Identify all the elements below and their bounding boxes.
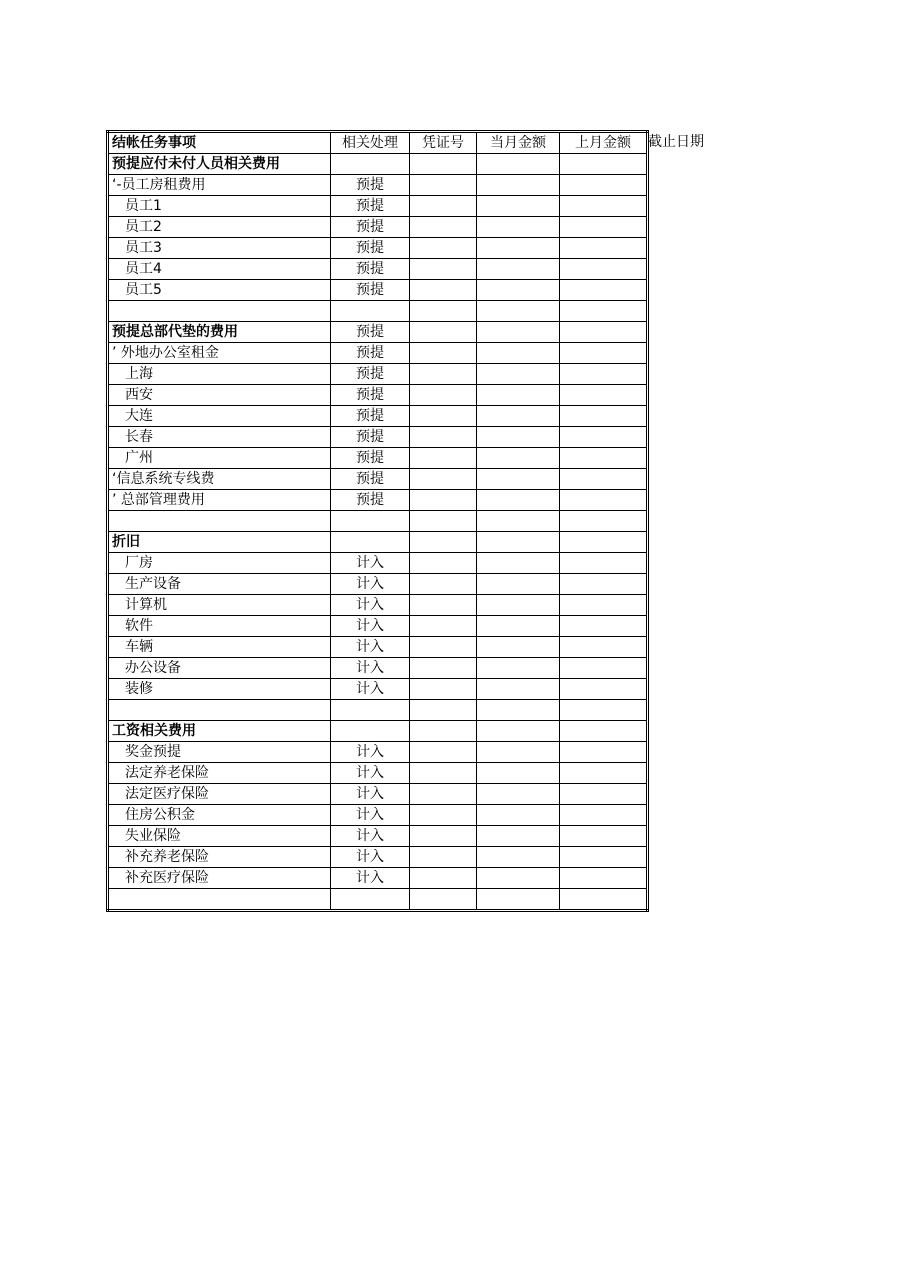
task-name-cell: 法定养老保险: [108, 763, 331, 784]
processing-cell: 预提: [331, 448, 410, 469]
header-last-month-amount: 上月金额: [560, 132, 648, 154]
task-name-cell: 员工4: [108, 259, 331, 280]
current-month-amount-cell: [477, 511, 560, 532]
table-row: [108, 553, 648, 574]
task-name-cell: 生产设备: [108, 574, 331, 595]
last-month-amount-cell: [560, 574, 648, 595]
last-month-amount-cell: [560, 847, 648, 868]
task-name-cell: 软件: [108, 616, 331, 637]
table-row: [108, 448, 648, 469]
table-row: [108, 406, 648, 427]
task-name-cell: 上海: [108, 364, 331, 385]
last-month-amount-cell: [560, 469, 648, 490]
task-name-cell: 住房公积金: [108, 805, 331, 826]
last-month-amount-cell: [560, 427, 648, 448]
processing-cell: 预提: [331, 469, 410, 490]
processing-cell: 计入: [331, 784, 410, 805]
current-month-amount-cell: [477, 406, 560, 427]
voucher-no-cell: [410, 679, 477, 700]
task-name-cell: ’ 总部管理费用: [108, 490, 331, 511]
current-month-amount-cell: [477, 259, 560, 280]
task-name-cell: 员工1: [108, 196, 331, 217]
current-month-amount-cell: [477, 238, 560, 259]
processing-cell: 预提: [331, 175, 410, 196]
last-month-amount-cell: [560, 448, 648, 469]
last-month-amount-cell: [560, 658, 648, 679]
table-row: [108, 364, 648, 385]
last-month-amount-cell: [560, 889, 648, 911]
current-month-amount-cell: [477, 280, 560, 301]
last-month-amount-cell: [560, 322, 648, 343]
header-processing: 相关处理: [331, 132, 410, 154]
processing-cell: 计入: [331, 847, 410, 868]
voucher-no-cell: [410, 784, 477, 805]
last-month-amount-cell: [560, 280, 648, 301]
processing-cell: 计入: [331, 826, 410, 847]
voucher-no-cell: [410, 511, 477, 532]
task-name-cell: [108, 889, 331, 911]
current-month-amount-cell: [477, 532, 560, 553]
voucher-no-cell: [410, 406, 477, 427]
last-month-amount-cell: [560, 868, 648, 889]
table-row: [108, 658, 648, 679]
current-month-amount-cell: [477, 343, 560, 364]
task-name-cell: 装修: [108, 679, 331, 700]
task-name-cell: 失业保险: [108, 826, 331, 847]
current-month-amount-cell: [477, 826, 560, 847]
table-body: [108, 132, 648, 911]
processing-cell: 预提: [331, 259, 410, 280]
voucher-no-cell: [410, 532, 477, 553]
blank-row: [108, 700, 648, 721]
section-row: [108, 322, 648, 343]
last-month-amount-cell: [560, 532, 648, 553]
processing-cell: 预提: [331, 343, 410, 364]
table-row: [108, 847, 648, 868]
task-name-cell: ’ 外地办公室租金: [108, 343, 331, 364]
task-name-cell: 补充医疗保险: [108, 868, 331, 889]
last-month-amount-cell: [560, 742, 648, 763]
table-row: [108, 742, 648, 763]
table-row: [108, 784, 648, 805]
cutoff-date-label: 截止日期: [648, 134, 704, 150]
current-month-amount-cell: [477, 427, 560, 448]
current-month-amount-cell: [477, 679, 560, 700]
table-row: [108, 763, 648, 784]
processing-cell: 预提: [331, 490, 410, 511]
current-month-amount-cell: [477, 742, 560, 763]
task-name-cell: 法定医疗保险: [108, 784, 331, 805]
last-month-amount-cell: [560, 238, 648, 259]
table-row: [108, 427, 648, 448]
processing-cell: 预提: [331, 406, 410, 427]
task-name-cell: 办公设备: [108, 658, 331, 679]
last-month-amount-cell: [560, 490, 648, 511]
current-month-amount-cell: [477, 616, 560, 637]
current-month-amount-cell: [477, 217, 560, 238]
processing-cell: 预提: [331, 238, 410, 259]
table-row: [108, 490, 648, 511]
processing-cell: 计入: [331, 616, 410, 637]
last-month-amount-cell: [560, 343, 648, 364]
processing-cell: 计入: [331, 763, 410, 784]
task-name-cell: [108, 700, 331, 721]
current-month-amount-cell: [477, 469, 560, 490]
current-month-amount-cell: [477, 595, 560, 616]
last-month-amount-cell: [560, 826, 648, 847]
task-name-cell: 厂房: [108, 553, 331, 574]
header-voucher-no: 凭证号: [410, 132, 477, 154]
last-month-amount-cell: [560, 637, 648, 658]
voucher-no-cell: [410, 238, 477, 259]
current-month-amount-cell: [477, 364, 560, 385]
processing-cell: 计入: [331, 574, 410, 595]
voucher-no-cell: [410, 385, 477, 406]
processing-cell: 预提: [331, 217, 410, 238]
task-name-cell: 大连: [108, 406, 331, 427]
voucher-no-cell: [410, 721, 477, 742]
voucher-no-cell: [410, 469, 477, 490]
last-month-amount-cell: [560, 679, 648, 700]
voucher-no-cell: [410, 301, 477, 322]
voucher-no-cell: [410, 889, 477, 911]
current-month-amount-cell: [477, 301, 560, 322]
voucher-no-cell: [410, 637, 477, 658]
task-name-cell: 计算机: [108, 595, 331, 616]
task-name-cell: 员工5: [108, 280, 331, 301]
processing-cell: [331, 532, 410, 553]
table-row: [108, 679, 648, 700]
task-name-cell: [108, 511, 331, 532]
voucher-no-cell: [410, 553, 477, 574]
current-month-amount-cell: [477, 847, 560, 868]
voucher-no-cell: [410, 700, 477, 721]
current-month-amount-cell: [477, 658, 560, 679]
processing-cell: [331, 154, 410, 175]
last-month-amount-cell: [560, 616, 648, 637]
task-name-cell: 预提应付未付人员相关费用: [108, 154, 331, 175]
task-name-cell: ‘信息系统专线费: [108, 469, 331, 490]
last-month-amount-cell: [560, 175, 648, 196]
last-month-amount-cell: [560, 595, 648, 616]
voucher-no-cell: [410, 217, 477, 238]
last-month-amount-cell: [560, 763, 648, 784]
task-name-cell: 西安: [108, 385, 331, 406]
processing-cell: 预提: [331, 196, 410, 217]
table-row: [108, 217, 648, 238]
last-month-amount-cell: [560, 700, 648, 721]
section-row: [108, 532, 648, 553]
processing-cell: 计入: [331, 868, 410, 889]
current-month-amount-cell: [477, 175, 560, 196]
task-name-cell: 员工3: [108, 238, 331, 259]
task-name-cell: ‘-员工房租费用: [108, 175, 331, 196]
voucher-no-cell: [410, 490, 477, 511]
current-month-amount-cell: [477, 574, 560, 595]
last-month-amount-cell: [560, 364, 648, 385]
last-month-amount-cell: [560, 784, 648, 805]
current-month-amount-cell: [477, 784, 560, 805]
table-row: [108, 280, 648, 301]
current-month-amount-cell: [477, 553, 560, 574]
voucher-no-cell: [410, 868, 477, 889]
header-row: [108, 132, 648, 154]
table-row: [108, 238, 648, 259]
processing-cell: 计入: [331, 595, 410, 616]
current-month-amount-cell: [477, 721, 560, 742]
voucher-no-cell: [410, 343, 477, 364]
table-row: [108, 868, 648, 889]
voucher-no-cell: [410, 364, 477, 385]
voucher-no-cell: [410, 427, 477, 448]
voucher-no-cell: [410, 763, 477, 784]
voucher-no-cell: [410, 259, 477, 280]
task-name-cell: 折旧: [108, 532, 331, 553]
voucher-no-cell: [410, 574, 477, 595]
current-month-amount-cell: [477, 448, 560, 469]
processing-cell: [331, 301, 410, 322]
task-name-cell: [108, 301, 331, 322]
current-month-amount-cell: [477, 196, 560, 217]
voucher-no-cell: [410, 448, 477, 469]
table-row: [108, 175, 648, 196]
table-row: [108, 616, 648, 637]
voucher-no-cell: [410, 826, 477, 847]
section-row: [108, 721, 648, 742]
current-month-amount-cell: [477, 322, 560, 343]
processing-cell: 计入: [331, 637, 410, 658]
table-row: [108, 469, 648, 490]
task-name-cell: 预提总部代垫的费用: [108, 322, 331, 343]
last-month-amount-cell: [560, 301, 648, 322]
header-task: 结帐任务事项: [108, 132, 331, 154]
blank-row: [108, 889, 648, 911]
processing-cell: [331, 700, 410, 721]
table-row: [108, 259, 648, 280]
voucher-no-cell: [410, 616, 477, 637]
current-month-amount-cell: [477, 889, 560, 911]
current-month-amount-cell: [477, 385, 560, 406]
processing-cell: 预提: [331, 427, 410, 448]
voucher-no-cell: [410, 805, 477, 826]
current-month-amount-cell: [477, 805, 560, 826]
voucher-no-cell: [410, 154, 477, 175]
current-month-amount-cell: [477, 700, 560, 721]
processing-cell: 计入: [331, 805, 410, 826]
processing-cell: 预提: [331, 322, 410, 343]
processing-cell: 计入: [331, 553, 410, 574]
task-name-cell: 工资相关费用: [108, 721, 331, 742]
voucher-no-cell: [410, 742, 477, 763]
processing-cell: [331, 721, 410, 742]
task-name-cell: 员工2: [108, 217, 331, 238]
task-name-cell: 广州: [108, 448, 331, 469]
task-name-cell: 补充养老保险: [108, 847, 331, 868]
blank-row: [108, 511, 648, 532]
section-row: [108, 154, 648, 175]
processing-cell: 计入: [331, 658, 410, 679]
closing-tasks-table: [106, 130, 649, 912]
last-month-amount-cell: [560, 217, 648, 238]
last-month-amount-cell: [560, 406, 648, 427]
voucher-no-cell: [410, 196, 477, 217]
last-month-amount-cell: [560, 553, 648, 574]
processing-cell: [331, 889, 410, 911]
last-month-amount-cell: [560, 511, 648, 532]
current-month-amount-cell: [477, 490, 560, 511]
processing-cell: 计入: [331, 679, 410, 700]
last-month-amount-cell: [560, 721, 648, 742]
voucher-no-cell: [410, 280, 477, 301]
voucher-no-cell: [410, 847, 477, 868]
last-month-amount-cell: [560, 196, 648, 217]
voucher-no-cell: [410, 595, 477, 616]
table-row: [108, 637, 648, 658]
table-row: [108, 805, 648, 826]
voucher-no-cell: [410, 175, 477, 196]
voucher-no-cell: [410, 658, 477, 679]
table-row: [108, 595, 648, 616]
voucher-no-cell: [410, 322, 477, 343]
table-row: [108, 343, 648, 364]
processing-cell: 预提: [331, 385, 410, 406]
task-name-cell: 长春: [108, 427, 331, 448]
processing-cell: 预提: [331, 364, 410, 385]
last-month-amount-cell: [560, 385, 648, 406]
blank-row: [108, 301, 648, 322]
last-month-amount-cell: [560, 154, 648, 175]
task-name-cell: 车辆: [108, 637, 331, 658]
current-month-amount-cell: [477, 154, 560, 175]
header-current-month-amount: 当月金额: [477, 132, 560, 154]
processing-cell: [331, 511, 410, 532]
current-month-amount-cell: [477, 868, 560, 889]
current-month-amount-cell: [477, 637, 560, 658]
table-row: [108, 826, 648, 847]
task-name-cell: 奖金预提: [108, 742, 331, 763]
last-month-amount-cell: [560, 259, 648, 280]
table-row: [108, 574, 648, 595]
processing-cell: 计入: [331, 742, 410, 763]
last-month-amount-cell: [560, 805, 648, 826]
current-month-amount-cell: [477, 763, 560, 784]
processing-cell: 预提: [331, 280, 410, 301]
table-row: [108, 196, 648, 217]
table-row: [108, 385, 648, 406]
